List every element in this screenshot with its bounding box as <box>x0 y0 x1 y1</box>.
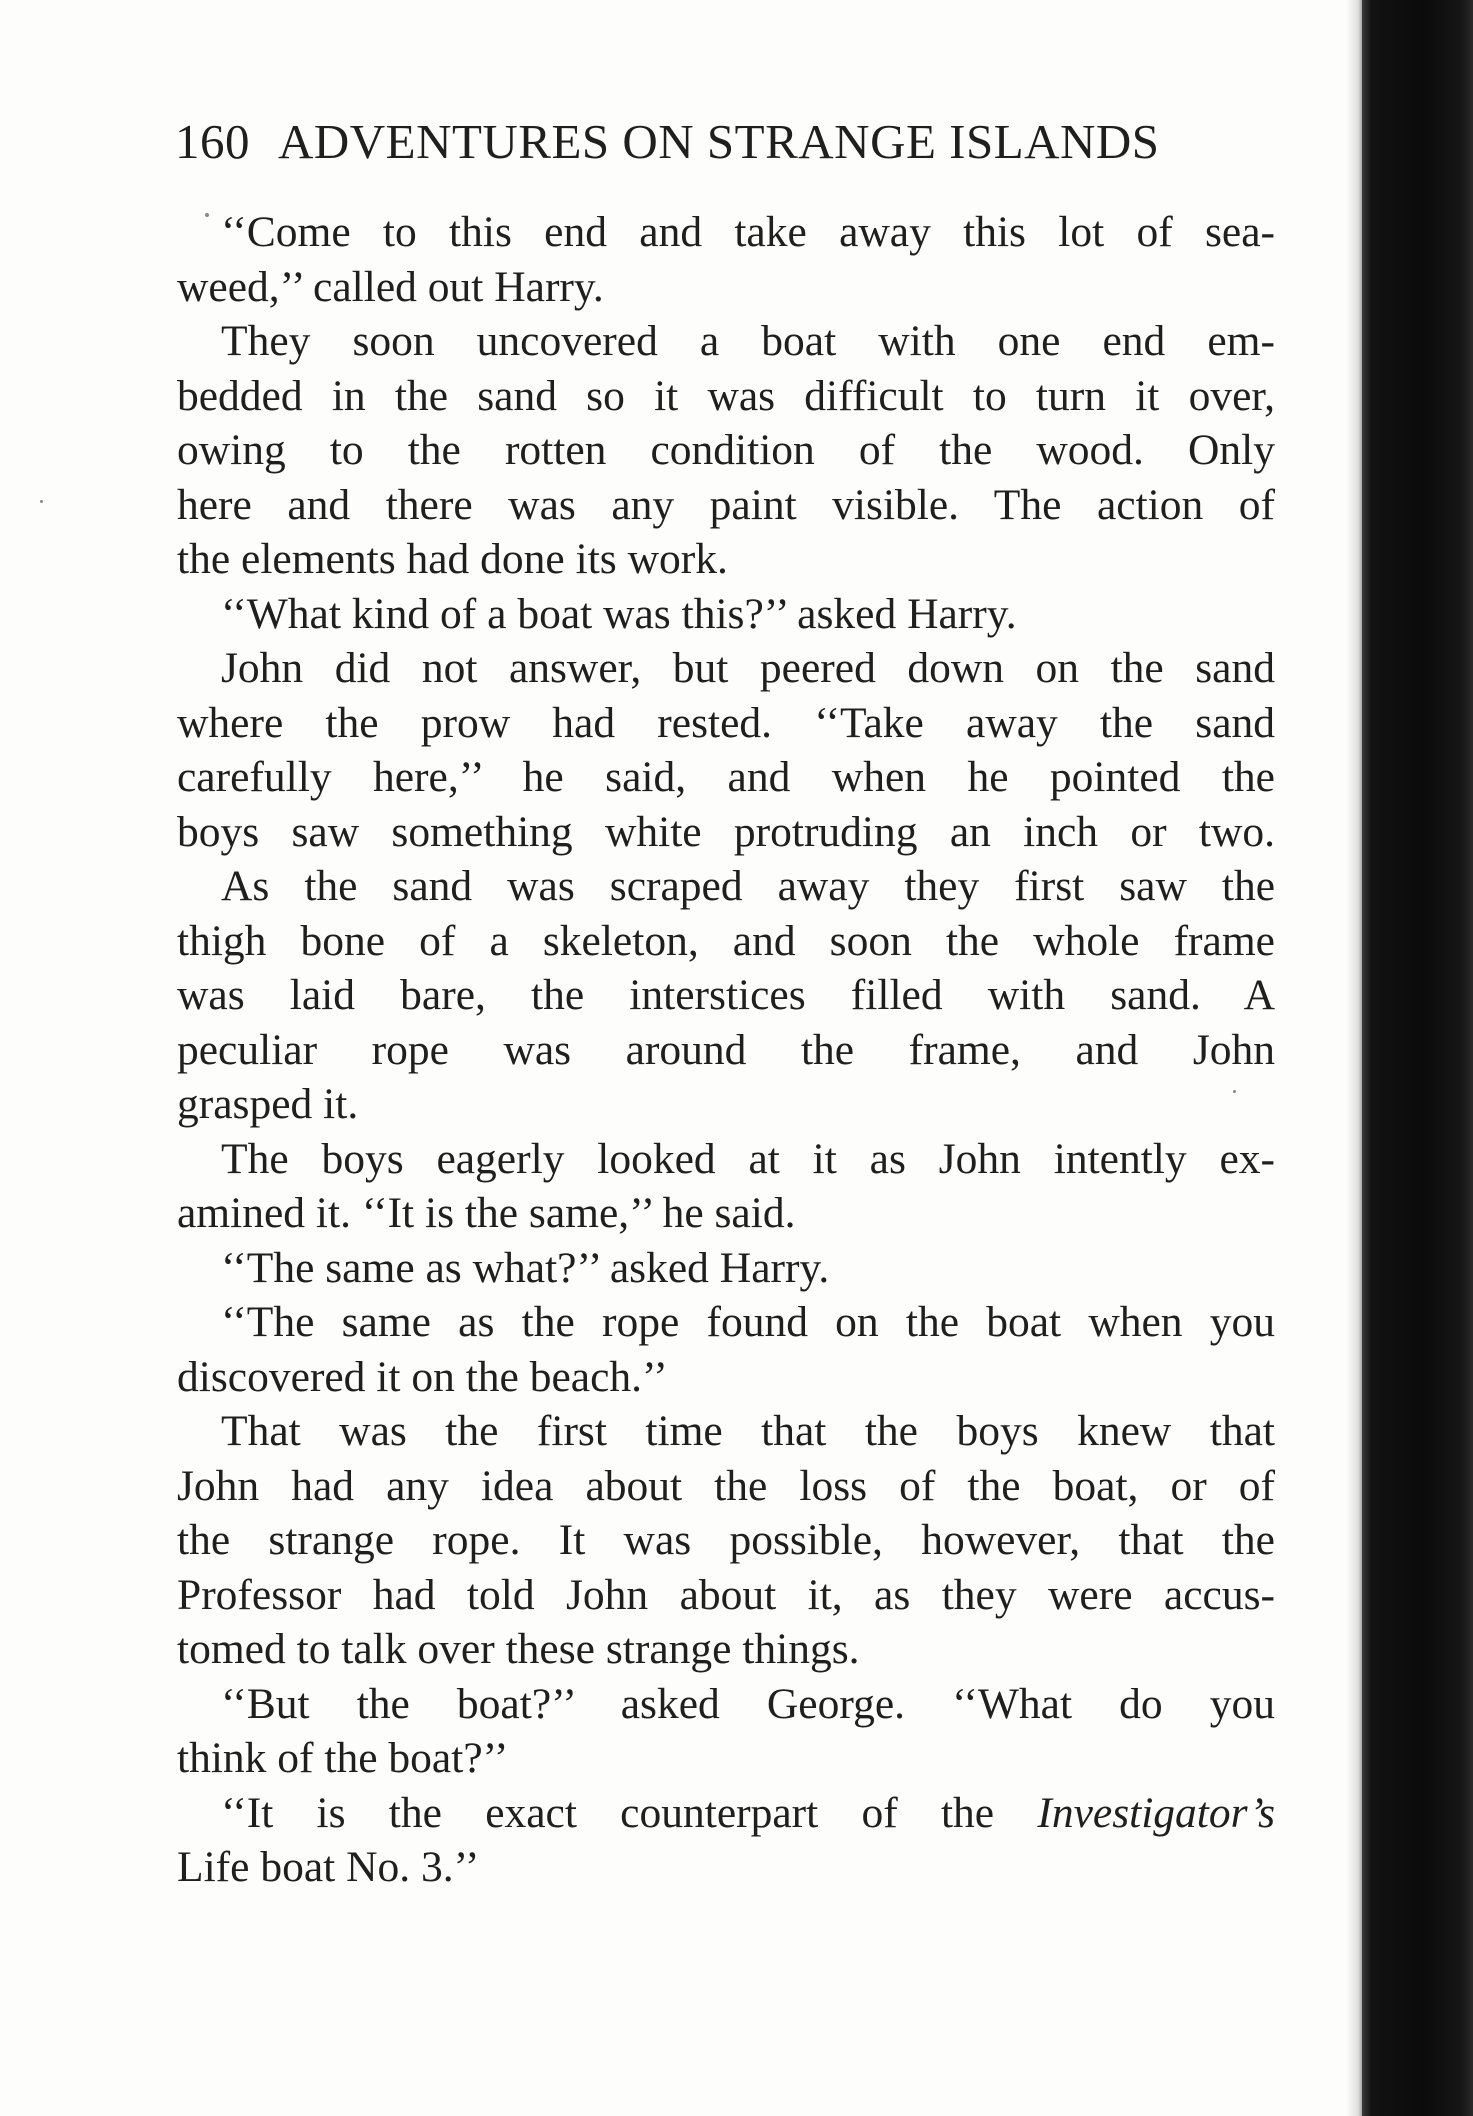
scan-speck <box>40 500 43 503</box>
text-line: thigh bone of a skeleton, and soon the whole frame <box>177 916 1275 965</box>
text-segment: ‘‘It is the exact counterpart of the <box>221 1788 1038 1837</box>
text-line: grasped it. <box>177 1080 359 1128</box>
text-line: That was the first time that the boys knew that <box>221 1407 1275 1455</box>
text-line: where the prow had rested. ‘‘Take away the sand <box>177 698 1275 747</box>
text-line: ‘‘Come to this end and take away this lot of sea- <box>221 208 1275 256</box>
scanned-binding-edge <box>1362 0 1473 2116</box>
text-line: boys saw something white protruding an inch or two. <box>177 807 1275 856</box>
book-title: ADVENTURES ON STRANGE ISLANDS <box>278 114 1160 169</box>
text-line: tomed to talk over these strange things. <box>177 1625 860 1673</box>
text-line: discovered it on the beach.’’ <box>177 1352 668 1401</box>
text-line: the elements had done its work. <box>177 535 728 583</box>
text-line: ‘‘What kind of a boat was this?’’ asked Harry. <box>221 589 1017 638</box>
text-line: here and there was any paint visible. The action of <box>177 480 1275 529</box>
text-line: peculiar rope was around the frame, and John <box>177 1025 1275 1074</box>
body-text <box>177 205 1275 1895</box>
page-number: 160 <box>175 114 250 169</box>
text-line: carefully here,’’ he said, and when he pointed the <box>177 753 1275 801</box>
running-head <box>175 112 1275 172</box>
text-line: John had any idea about the loss of the boat, or of <box>177 1461 1275 1510</box>
text-line: think of the boat?’’ <box>177 1734 509 1782</box>
text-line <box>177 1786 1275 1841</box>
text-line: Professor had told John about it, as they were accus- <box>177 1570 1275 1619</box>
text-line: ‘‘The same as what?’’ asked Harry. <box>221 1243 830 1292</box>
scan-speck <box>205 213 209 217</box>
text-line: the strange rope. It was possible, however, that the <box>177 1516 1275 1564</box>
text-line: weed,’’ called out Harry. <box>177 262 604 311</box>
text-line: ‘‘The same as the rope found on the boat when you <box>221 1298 1275 1346</box>
text-line: The boys eagerly looked at it as John intently ex- <box>221 1134 1275 1183</box>
scan-speck <box>1233 1090 1236 1093</box>
text-line: ‘‘But the boat?’’ asked George. ‘‘What do you <box>221 1679 1275 1728</box>
text-line: was laid bare, the interstices filled with sand. A <box>177 971 1275 1019</box>
text-line: owing to the rotten condition of the wood. Only <box>177 426 1275 474</box>
ship-name-italic: Investigator’s <box>1037 1788 1275 1837</box>
text-line: John did not answer, but peered down on the sand <box>221 644 1275 692</box>
text-line: amined it. ‘‘It is the same,’’ he said. <box>177 1189 796 1237</box>
text-line: bedded in the sand so it was difficult to turn it over, <box>177 371 1275 420</box>
text-line: As the sand was scraped away they first saw the <box>221 862 1275 910</box>
text-line: Life boat No. 3.’’ <box>177 1843 480 1891</box>
text-line: They soon uncovered a boat with one end em- <box>221 317 1275 365</box>
